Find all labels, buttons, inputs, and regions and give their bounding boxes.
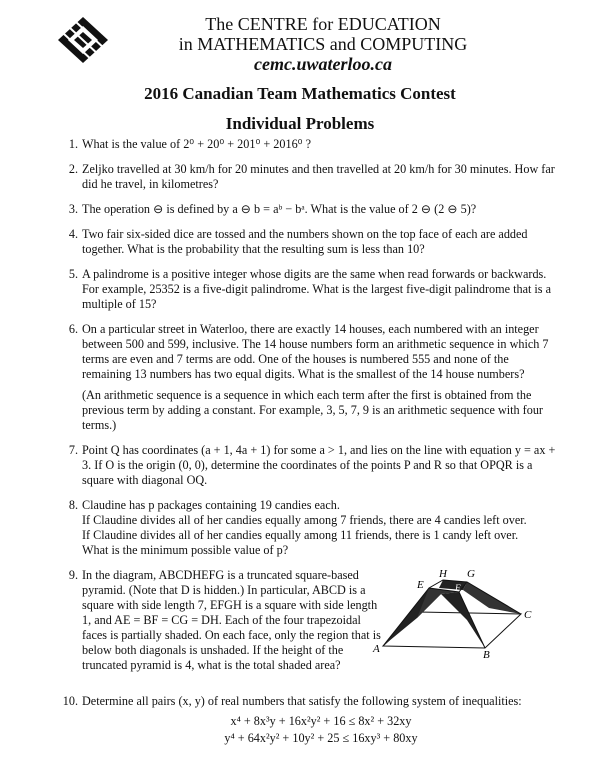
cemc-logo-icon — [54, 14, 112, 66]
page-header — [0, 0, 600, 80]
problem-text: What is the value of 2⁰ + 20⁰ + 201⁰ + 2016⁰ ? — [82, 137, 312, 151]
problem-text: Determine all pairs (x, y) of real numbers that satisfy the following system of inequalities: — [82, 694, 522, 708]
problem-text: A palindrome is a positive integer whose digits are the same when read forwards or backwards. For example, 25352 is a five-digit palindrome. What is the largest five-digit palindrome that is a multiple of 15? — [82, 267, 551, 311]
org-line-2: in MATHEMATICS and COMPUTING — [178, 34, 468, 54]
vertex-label-a: A — [373, 643, 380, 655]
vertex-label-h: H — [439, 568, 447, 580]
problem-number: 2. — [68, 162, 78, 176]
org-url[interactable]: cemc.uwaterloo.ca — [254, 54, 392, 74]
problem-number: 8. — [68, 498, 78, 512]
problem-note: (An arithmetic sequence is a sequence in which each term after the first is obtained from the previous term by adding a constant. For example, 3, 5, 7, 9 is an arithmetic sequence with four terms.) — [82, 388, 543, 432]
problem-line: What is the minimum possible value of p? — [82, 543, 289, 557]
problem-3 — [58, 202, 560, 217]
problem-number: 7. — [68, 443, 78, 457]
problem-5 — [58, 267, 560, 312]
organization-name — [118, 14, 528, 74]
problem-number: 4. — [68, 227, 78, 241]
problem-4 — [58, 227, 560, 257]
vertex-label-e: E — [417, 579, 424, 591]
problem-list — [58, 137, 560, 757]
problem-text: The operation ⊖ is defined by a ⊖ b = aᵇ − bᵃ. What is the value of 2 ⊖ (2 ⊖ 5)? — [82, 202, 477, 216]
vertex-label-g: G — [467, 568, 475, 580]
problem-text: Zeljko travelled at 30 km/h for 20 minutes and then travelled at 20 km/h for 30 minutes. How far did he travel, in kilometres? — [82, 162, 555, 191]
problem-text: Point Q has coordinates (a + 1, 4a + 1) for some a > 1, and lies on the line with equation y = ax + 3. If O is the origin (0, 0), determine the coordinates of the points P and R so that OPQR is a square with diagonal OQ. — [82, 443, 556, 487]
org-line-1: The CENTRE for EDUCATION — [205, 14, 441, 34]
problem-line: If Claudine divides all of her candies equally among 7 friends, there are 4 candies left over. — [82, 513, 527, 527]
vertex-label-f: F — [455, 583, 461, 593]
problem-2 — [58, 162, 560, 192]
problem-number: 9. — [68, 568, 78, 582]
inequality-1: x⁴ + 8x³y + 16x²y² + 16 ≤ 8x² + 32xy — [230, 714, 412, 728]
inequality-2: y⁴ + 64x²y² + 10y² + 25 ≤ 16xy³ + 80xy — [224, 731, 418, 745]
problem-number: 3. — [68, 202, 78, 216]
vertex-label-c: C — [524, 609, 532, 621]
problem-10 — [58, 694, 560, 747]
problem-7 — [58, 443, 560, 488]
problem-number: 5. — [68, 267, 78, 281]
truncated-pyramid-diagram — [371, 568, 536, 658]
problem-number: 1. — [68, 137, 78, 151]
problem-text: In the diagram, ABCDHEFG is a truncated square-based pyramid. (Note that D is hidden.) In particular, ABCD is a square with side length 7, EFGH is a square with side length 1, and AE = BF = CG = DH. Each of the four trapezoidal faces is partially shaded. On each face, only the region that is below both diagonals is unshaded. If the height of the truncated pyramid is 4, what is the total shaded area? — [82, 568, 381, 672]
vertex-label-b: B — [483, 649, 490, 658]
problem-text: Two fair six-sided dice are tossed and the numbers shown on the top face of each are added together. What is the probability that the resulting sum is less than 10? — [82, 227, 528, 256]
section-title: Individual Problems — [225, 114, 375, 133]
problem-1 — [58, 137, 560, 152]
problem-6 — [58, 322, 560, 433]
problem-8 — [58, 498, 560, 558]
problem-9 — [58, 568, 560, 686]
problem-number: 6. — [68, 322, 78, 336]
contest-title: 2016 Canadian Team Mathematics Contest — [144, 84, 456, 103]
pyramid-base — [383, 612, 521, 648]
problem-number: 10. — [62, 694, 78, 708]
problem-line: If Claudine divides all of her candies equally among 11 friends, there is 1 candy left over. — [82, 528, 519, 542]
problem-text: Claudine has p packages containing 19 candies each. — [82, 498, 340, 512]
inequality-system — [82, 713, 560, 747]
problem-text: On a particular street in Waterloo, there are exactly 14 houses, each numbered with an integer between 500 and 599, inclusive. The 14 house numbers form an arithmetic sequence in which 7 terms are even and 7 terms are odd. One of the houses is numbered 555 and none of the remaining 13 numbers has two equal digits. What is the smallest of the 14 house numbers? — [82, 322, 549, 381]
